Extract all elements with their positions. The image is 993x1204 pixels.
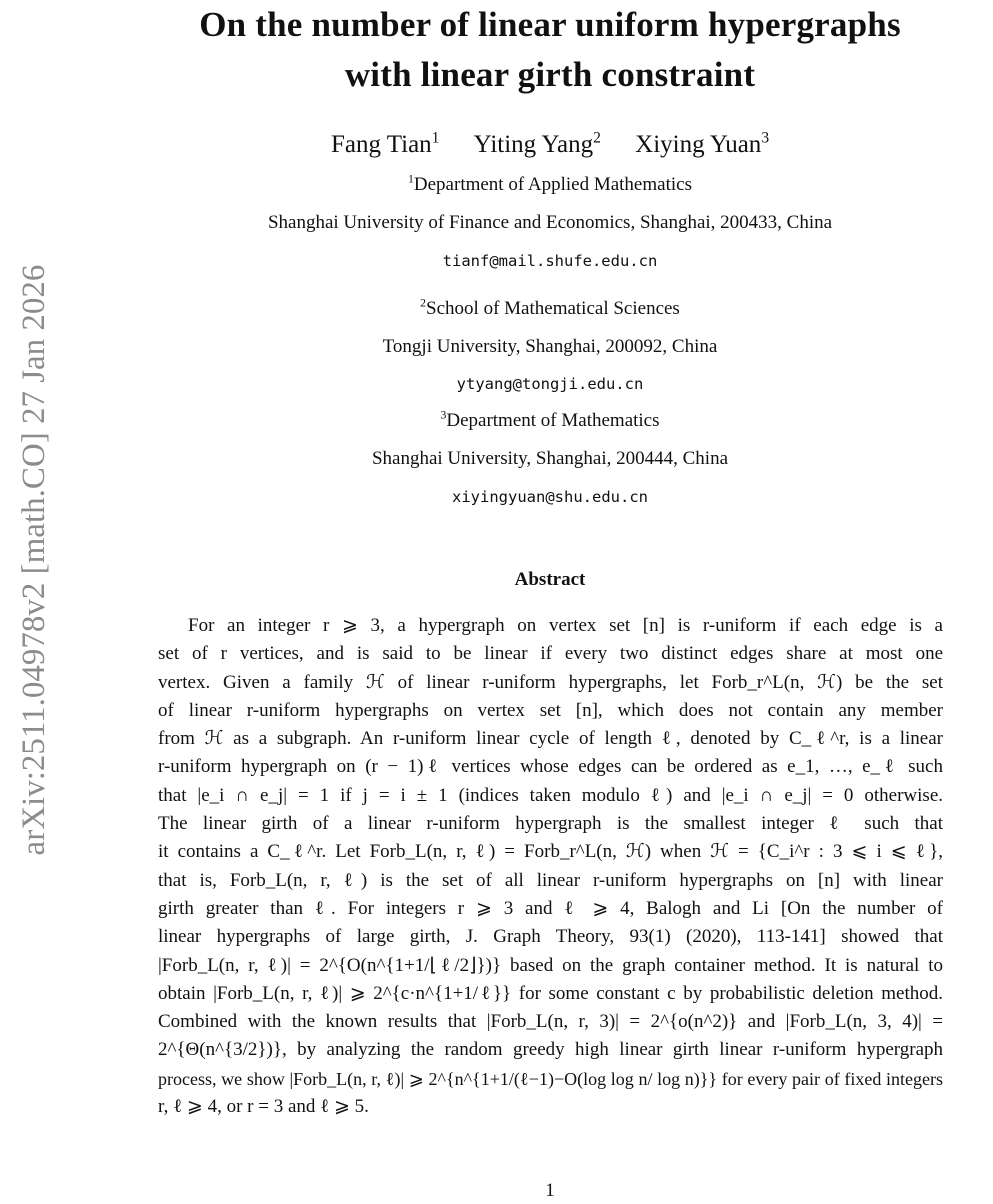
title-line-2: with linear girth constraint bbox=[344, 55, 756, 94]
abstract-line: |Forb_L(n, r, ℓ)| = 2^{O(n^{1+1/⌊ℓ/2⌋})} based on the graph container method. It is natural to bbox=[158, 954, 943, 976]
abstract-line: from ℋ as a subgraph. An r-uniform linear cycle of length ℓ, denoted by C_ℓ^r, is a linear bbox=[158, 728, 943, 750]
affiliation-mark: 2 bbox=[420, 296, 427, 310]
abstract-heading: Abstract bbox=[514, 569, 586, 590]
abstract-line: of linear r-uniform hypergraphs on vertex set [n], which does not contain any member bbox=[158, 699, 943, 721]
affiliation-1-address: Shanghai University of Finance and Economics, Shanghai, 200433, China bbox=[267, 212, 833, 233]
abstract-line: set of r vertices, and is said to be linear if every two distinct edges share at most one bbox=[158, 643, 943, 665]
affiliation-mark: 2 bbox=[593, 129, 601, 147]
abstract-line: Combined with the known results that |Forb_L(n, r, 3)| = 2^{o(n^2)} and |Forb_L(n, 3, 4)| = bbox=[158, 1011, 943, 1033]
affiliation-3-department: $^3$Department of Mathematics bbox=[440, 408, 660, 431]
title-line-1: On the number of linear uniform hypergraphs bbox=[199, 5, 901, 44]
affiliation-1-department: $^1$Department of Applied Mathematics bbox=[408, 172, 692, 195]
author-2 bbox=[474, 131, 601, 158]
abstract-line: r-uniform hypergraph on (r − 1)ℓ vertices whose edges can be ordered as e_1, …, e_ℓ such bbox=[158, 756, 943, 778]
affiliation-mark: 3 bbox=[761, 129, 770, 147]
author-name: Xiying Yuan bbox=[635, 131, 762, 158]
abstract-line: r, ℓ ⩾ 4, or r = 3 and ℓ ⩾ 5. bbox=[158, 1096, 369, 1118]
affiliation-3-address: Shanghai University, Shanghai, 200444, China bbox=[371, 448, 729, 469]
author-list bbox=[100, 128, 993, 162]
affiliation-2-email[interactable]: ytyang@tongji.edu.cn bbox=[456, 375, 644, 393]
abstract-line: 2^{Θ(n^{3/2})}, by analyzing the random greedy high linear girth linear r-uniform hypergraph bbox=[158, 1039, 943, 1061]
affiliation-3-email[interactable]: xiyingyuan@shu.edu.cn bbox=[452, 488, 648, 506]
affiliation-mark: 1 bbox=[431, 129, 440, 147]
author-name: Yiting Yang bbox=[473, 131, 594, 158]
abstract-line: that |e_i ∩ e_j| = 1 if j = i ± 1 (indices taken modulo ℓ) and |e_i ∩ e_j| = 0 otherwise. bbox=[158, 784, 943, 806]
affiliation-mark: 3 bbox=[440, 408, 447, 422]
author-3 bbox=[635, 131, 769, 158]
abstract-line: vertex. Given a family ℋ of linear r-uniform hypergraphs, let Forb_r^L(n, ℋ) be the set bbox=[158, 671, 943, 693]
abstract-line: it contains a C_ℓ^r. Let Forb_L(n, r, ℓ) = Forb_r^L(n, ℋ) when ℋ = {C_i^r : 3 ⩽ i ⩽ ℓ}, bbox=[158, 841, 943, 863]
page-number: 1 bbox=[545, 1180, 555, 1201]
author-1 bbox=[331, 131, 439, 158]
affiliation-2-address: Tongji University, Shanghai, 200092, China bbox=[382, 336, 718, 357]
abstract-line: linear hypergraphs of large girth, J. Graph Theory, 93(1) (2020), 113-141] showed that bbox=[158, 926, 943, 948]
affiliation-2-department: $^2$School of Mathematical Sciences bbox=[420, 296, 680, 319]
abstract-line: obtain |Forb_L(n, r, ℓ)| ⩾ 2^{c·n^{1+1/ℓ}} for some constant c by probabilistic deletion method. bbox=[158, 982, 943, 1004]
affiliation-mark: 1 bbox=[408, 172, 414, 186]
arxiv-identifier-stamp: arXiv:2511.04978v2 [math.CO] 27 Jan 2026 bbox=[16, 264, 52, 856]
paper-title bbox=[100, 0, 993, 100]
abstract-line: The linear girth of a linear r-uniform hypergraph is the smallest integer ℓ such that bbox=[158, 813, 943, 835]
author-name: Fang Tian bbox=[330, 131, 432, 158]
abstract-line: process, we show |Forb_L(n, r, ℓ)| ⩾ 2^{n^{1+1/(ℓ−1)−O(log log n/ log n)}} for every pair of fixed integers bbox=[158, 1068, 943, 1089]
abstract-line: For an integer r ⩾ 3, a hypergraph on vertex set [n] is r-uniform if each edge is a bbox=[188, 615, 943, 636]
affiliation-1-email[interactable]: tianf@mail.shufe.edu.cn bbox=[442, 252, 658, 270]
abstract-line: girth greater than ℓ. For integers r ⩾ 3 and ℓ ⩾ 4, Balogh and Li [On the number of bbox=[158, 897, 943, 919]
abstract-body bbox=[158, 612, 943, 1121]
abstract-line: that is, Forb_L(n, r, ℓ) is the set of all linear r-uniform hypergraphs on [n] with linear bbox=[158, 869, 943, 891]
